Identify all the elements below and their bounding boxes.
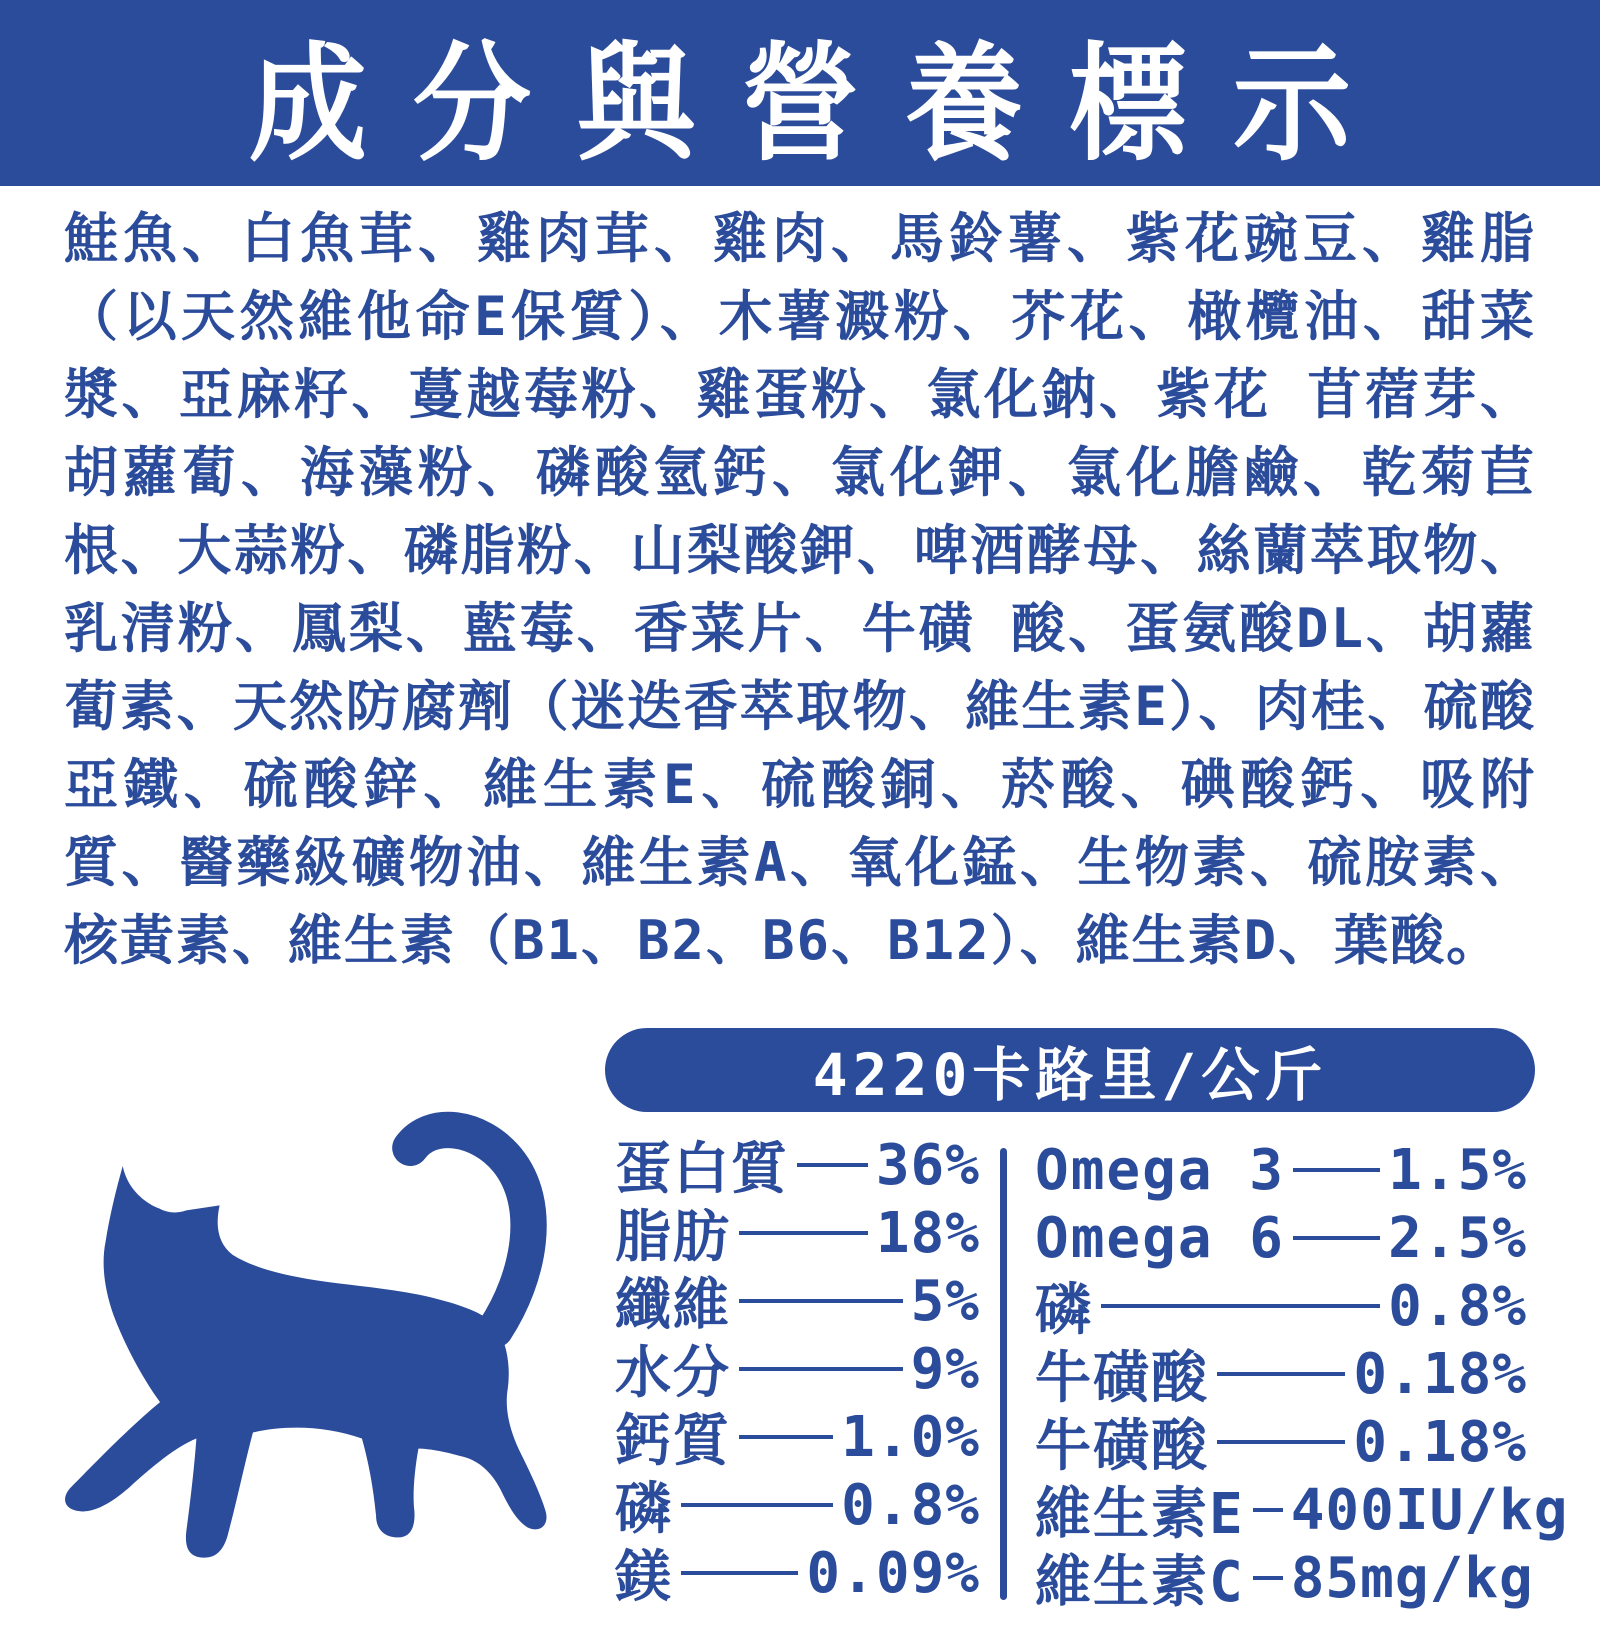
nutrition-value: 18%: [875, 1200, 980, 1266]
nutrition-row: [615, 1131, 980, 1202]
page-title-banner: [0, 0, 1600, 186]
nutrition-column-right: [1035, 1136, 1569, 1615]
nutrition-label: 維生素C: [1035, 1550, 1245, 1615]
leader-line: [681, 1503, 833, 1507]
nutrition-label: Omega 6: [1035, 1205, 1286, 1271]
nutrition-label: 蛋白質: [615, 1137, 789, 1202]
nutrition-value: 0.8%: [841, 1472, 980, 1538]
nutrition-value: 0.8%: [1388, 1273, 1527, 1339]
nutrition-value: 9%: [910, 1336, 980, 1402]
leader-line: [797, 1163, 868, 1167]
leader-line: [1253, 1576, 1283, 1580]
calories-banner: [605, 1028, 1535, 1112]
nutrition-label: 牛磺酸: [1035, 1346, 1209, 1411]
nutrition-label: 磷: [615, 1477, 673, 1542]
nutrition-row: [1035, 1544, 1534, 1615]
leader-line: [1253, 1508, 1283, 1512]
nutrition-row: [615, 1471, 980, 1542]
nutrition-label: 鎂: [615, 1545, 673, 1610]
nutrition-value: 0.09%: [806, 1540, 980, 1606]
nutrition-value: 0.18%: [1353, 1341, 1527, 1407]
leader-line: [1293, 1168, 1380, 1172]
leader-line: [1217, 1440, 1345, 1444]
nutrition-value: 1.5%: [1388, 1137, 1527, 1203]
nutrition-row: [615, 1199, 980, 1270]
nutrition-value: 5%: [910, 1268, 980, 1334]
nutrition-value: 400IU/kg: [1290, 1477, 1569, 1543]
nutrition-value: 2.5%: [1388, 1205, 1527, 1271]
nutrition-label: 牛磺酸: [1035, 1414, 1209, 1479]
leader-line: [739, 1231, 868, 1235]
nutrition-value: 36%: [875, 1132, 980, 1198]
nutrition-value: 0.18%: [1353, 1409, 1527, 1475]
leader-line: [739, 1367, 903, 1371]
nutrition-label: Omega 3: [1035, 1137, 1286, 1203]
leader-line: [1101, 1304, 1380, 1308]
nutrition-row: [615, 1335, 980, 1406]
nutrition-row: [1035, 1476, 1569, 1547]
nutrition-value: 85mg/kg: [1290, 1545, 1534, 1611]
nutrition-label: 脂肪: [615, 1205, 731, 1270]
leader-line: [1217, 1372, 1345, 1376]
nutrition-value: 1.0%: [841, 1404, 980, 1470]
nutrition-row: [1035, 1136, 1527, 1204]
nutrition-row: [615, 1539, 980, 1610]
nutrition-row: [1035, 1272, 1527, 1343]
page-title: 成分與營養標示: [248, 29, 1397, 179]
nutrition-label: 纖維: [615, 1273, 731, 1338]
leader-line: [1293, 1236, 1380, 1240]
nutrition-row: [1035, 1340, 1527, 1411]
nutrition-label: 磷: [1035, 1278, 1093, 1343]
nutrition-row: [615, 1403, 980, 1474]
leader-line: [739, 1435, 833, 1439]
leader-line: [739, 1299, 903, 1303]
nutrition-label: 鈣質: [615, 1409, 731, 1474]
cat-silhouette-icon: [55, 1055, 580, 1600]
nutrition-row: [1035, 1408, 1527, 1479]
nutrition-row: [1035, 1204, 1527, 1272]
calories-label: 4220卡路里/公斤: [812, 1041, 1328, 1109]
nutrition-label: 維生素E: [1035, 1482, 1245, 1547]
leader-line: [681, 1571, 798, 1575]
ingredients-paragraph: 鮭魚、白魚茸、雞肉茸、雞肉、馬鈴薯、紫花豌豆、雞脂（以天然維他命E保質）、木薯澱粉、芥花、橄欖油、甜菜漿、亞麻籽、蔓越莓粉、雞蛋粉、氯化鈉、紫花 苜蓿芽、胡蘿蔔、海藻粉、磷酸氫鈣、氯化鉀、氯化膽鹼、乾菊苣根、大蒜粉、磷脂粉、山梨酸鉀、啤酒酵母、絲蘭萃取物、乳清粉、鳳梨、藍莓、香菜片、牛磺 酸、蛋氨酸DL、胡蘿蔔素、天然防腐劑（迷迭香萃取物、維生素E）、肉桂、硫酸亞鐵、硫酸鋅、維生素E、硫酸銅、菸酸、碘酸鈣、吸附質、醫藥級礦物油、維生素A、氧化錳、生物素、硫胺素、核黃素、維生素（B1、B2、B6、B12）、維生素D、葉酸。: [64, 207, 1536, 972]
nutrition-column-left: [615, 1131, 980, 1610]
nutrition-row: [615, 1267, 980, 1338]
nutrition-label: 水分: [615, 1341, 731, 1406]
column-divider: [1000, 1148, 1007, 1600]
